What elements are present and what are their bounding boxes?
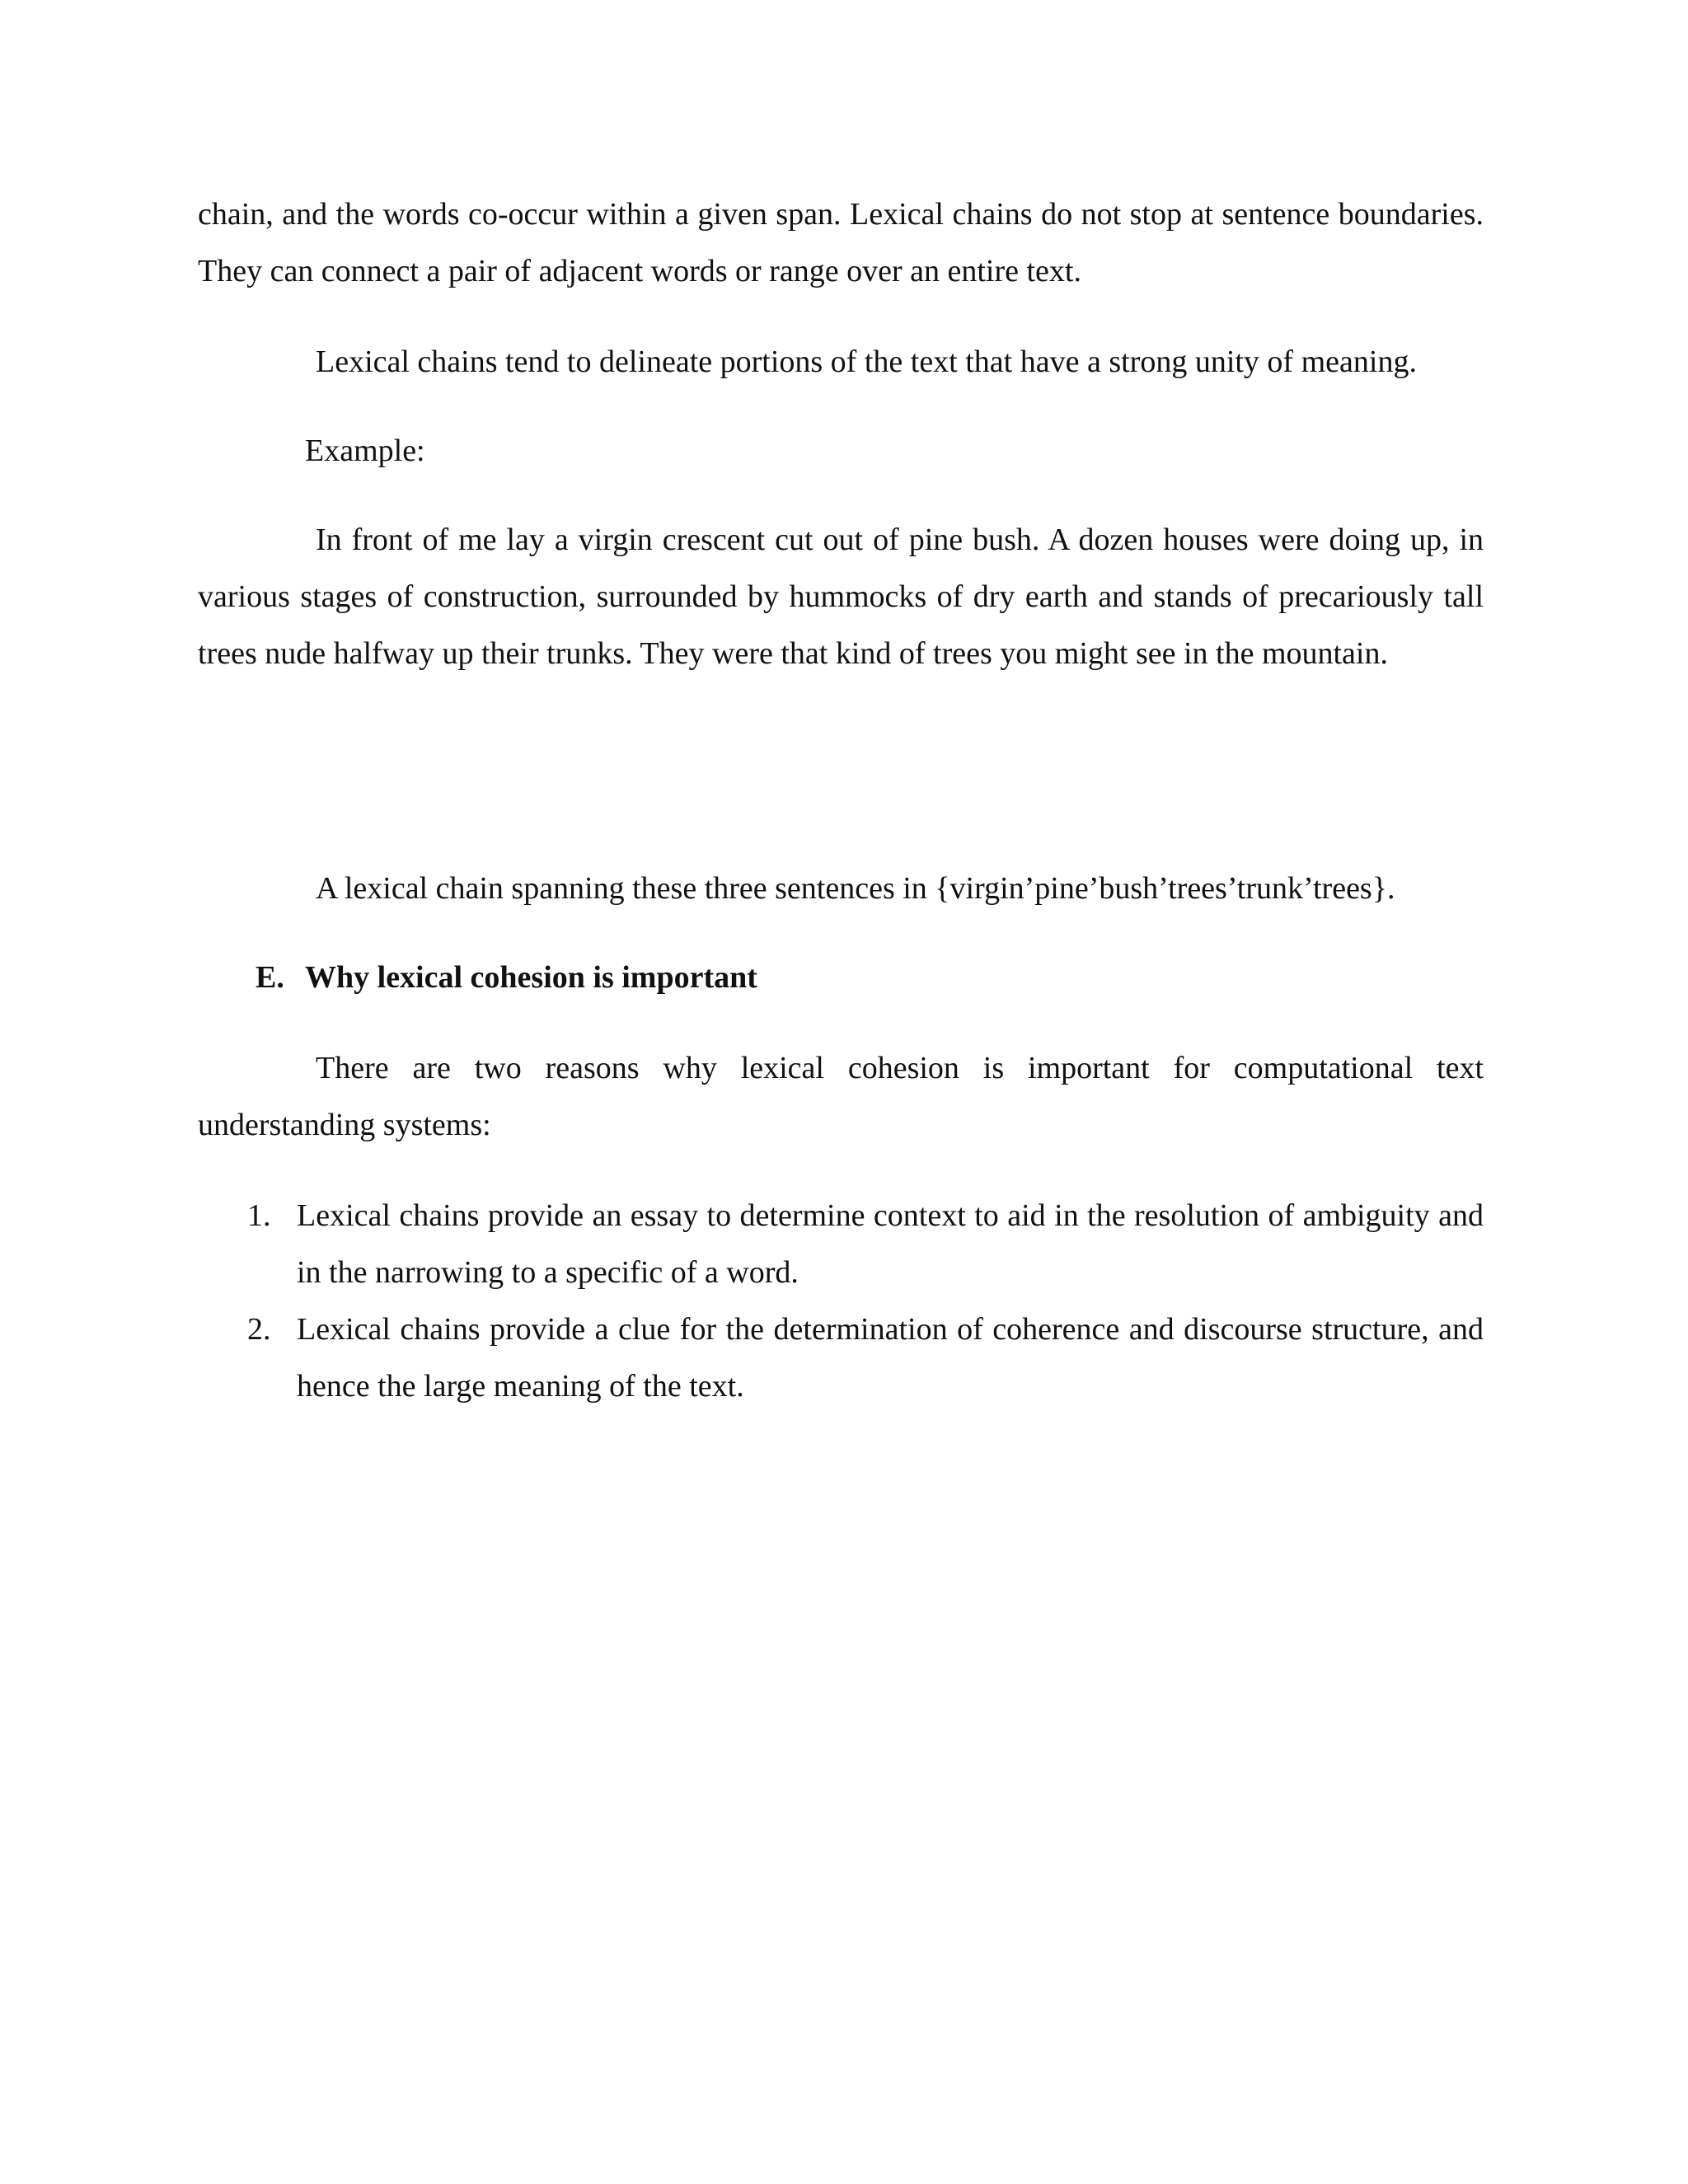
paragraph-continuation: chain, and the words co-occur within a given span. Lexical chains do not stop at sentence boundaries. They can connect a pair of adjacent words or range over an entire text. [198,197,1484,288]
reasons-intro-paragraph: There are two reasons why lexical cohesion is important for computational text understanding systems: [198,1051,1484,1142]
list-item-text: Lexical chains provide a clue for the determination of coherence and discourse structure, and hence the large meaning of the text. [297,1312,1484,1404]
paragraph-lexical-chains-delineate: Lexical chains tend to delineate portions of the text that have a strong unity of meaning. [316,344,1417,379]
list-item-text: Lexical chains provide an essay to determine context to aid in the resolution of ambiguity and in the narrowing to a specific of a word. [297,1198,1484,1290]
example-paragraph: In front of me lay a virgin crescent cut out of pine bush. A dozen houses were doing up, in various stages of construction, surrounded by hummocks of dry earth and stands of precariously tall trees nude halfway up their trunks. They were that kind of trees you might see in the mountain. [198,523,1484,671]
list-item-number: 2. [247,1312,271,1347]
section-heading-marker: E. [256,960,284,995]
list-item [198,1301,1484,1415]
reasons-list [198,1188,1484,1415]
section-heading [256,949,757,1006]
example-label: Example: [305,434,425,468]
lexical-chain-sentence: A lexical chain spanning these three sentences in {virgin’pine’bush’trees’trunk’trees}. [316,871,1395,906]
section-heading-title: Why lexical cohesion is important [305,960,757,995]
list-item [198,1188,1484,1301]
list-item-number: 1. [247,1198,271,1233]
